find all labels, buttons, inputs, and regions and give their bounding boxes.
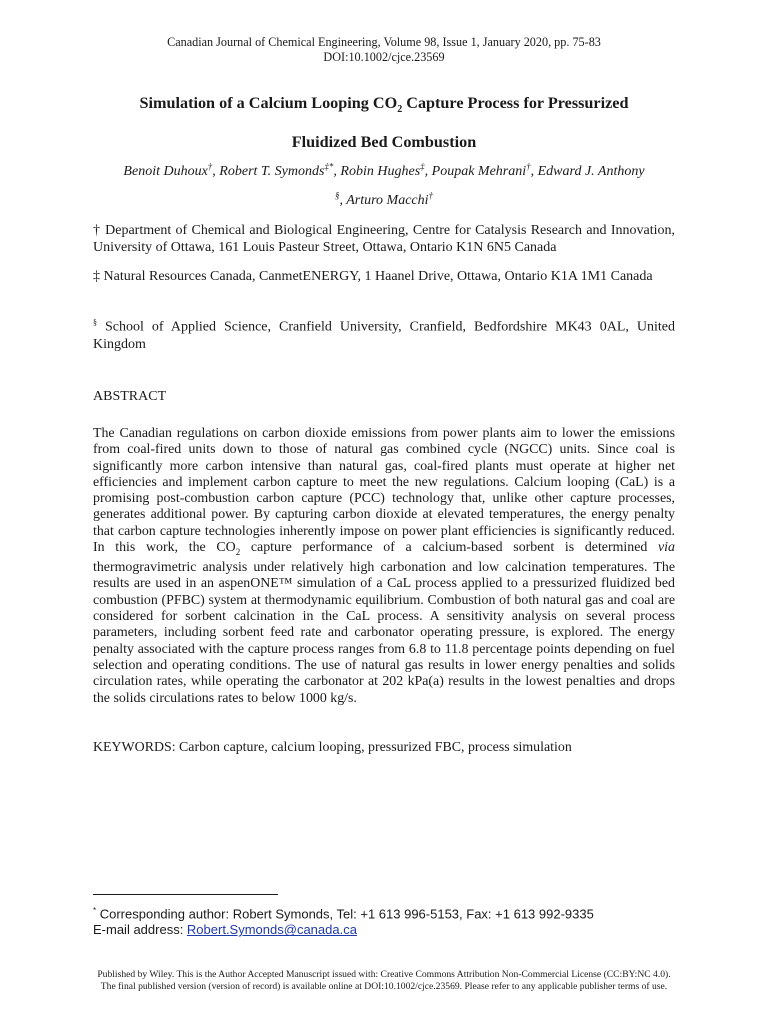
footnote-line-2: E-mail address: Robert.Symonds@canada.ca <box>93 922 357 938</box>
footnote-line-1: * Corresponding author: Robert Symonds, Tel: +1 613 996-5153, Fax: +1 613 992-9335 <box>93 906 594 922</box>
abstract-body: The Canadian regulations on carbon dioxide emissions from power plants aim to lower the emissions from coal-fired units down to those of natural gas combined cycle (NGCC) units. Since coal is significantly more carbon intensive than natural gas, coal-fired plants must operate at higher net efficiencies and implement carbon capture to meet the new regulations. Calcium looping (CaL) is a promising post-combustion carbon capture (PCC) technology that, unlike other capture processes, generates additional power. By capturing carbon dioxide at elevated temperatures, the energy penalty that carbon capture technologies inherently impose on power plant efficiencies is significantly reduced. In this work, the $CO_2$ capture performance of a calcium-based sorbent is determined via thermogravimetric analysis under relatively high carbonation and low calcination temperatures. The results are used in an aspenONE™ simulation of a CaL process applied to a pressurized fluidized bed combustion (PFBC) system at thermodynamic equilibrium. Combustion of both natural gas and coal are considered for sorbent calcination in the CaL process. A sensitivity analysis on several process parameters, including sorbent feed rate and carbonator operating pressure, is explored. The energy penalty associated with the capture process ranges from 6.8 to 11.8 percentage points depending on fuel selection and operating conditions. The use of natural gas results in lower energy penalties and solids circulation rates, while operating the carbonator at 202 kPa(a) results in the lowest penalties and drops the solids circulations rates to below 1000 kg/s. <box>93 426 675 706</box>
affiliation-text: School of Applied Science, Cranfield University, Cranfield, Bedfordshire MK43 0AL, United Kingdom <box>93 319 675 352</box>
author: Robert T. Symonds‡*, <box>219 161 341 179</box>
author-list <box>60 154 708 213</box>
email-link[interactable]: Robert.Symonds@canada.ca <box>186 922 357 938</box>
journal-citation <box>0 35 768 65</box>
author: Benoit Duhoux†, <box>123 161 220 179</box>
affiliation-text: Natural Resources Canada, CanmetENERGY, 1 Haanel Drive, Ottawa, Ontario K1A 1M1 Canada <box>100 269 653 284</box>
affiliation-3 <box>93 314 675 353</box>
journal-line: Canadian Journal of Chemical Engineering, Volume 98, Issue 1, January 2020, pp. 75-83 <box>167 35 601 49</box>
affiliation-2 <box>93 268 675 285</box>
title-line-1 <box>0 87 768 126</box>
title-subscript: 2 <box>397 104 403 116</box>
title-text-a: Simulation of a Calcium Looping CO <box>139 94 398 112</box>
author: Arturo Macchi† <box>346 190 434 209</box>
paper-title <box>0 87 768 158</box>
affiliation-mark: † <box>93 223 101 238</box>
publisher-line-1: Published by Wiley. This is the Author Accepted Manuscript issued with: Creative Commons Attribution Non-Commercial License (CC:BY:NC 4.0). <box>97 969 671 980</box>
abstract-heading: ABSTRACT <box>93 389 167 404</box>
publisher-notice <box>0 969 768 993</box>
corresponding-author-footnote <box>93 903 594 938</box>
title-text-b: Capture Process for Pressurized <box>402 94 629 112</box>
footnote-divider <box>93 894 278 895</box>
affiliation-mark: § <box>93 318 97 327</box>
keywords: KEYWORDS: Carbon capture, calcium looping, pressurized FBC, process simulation <box>93 740 572 755</box>
author: Edward J. Anthony §, <box>334 163 645 209</box>
affiliation-mark: ‡ <box>93 269 100 284</box>
doi-line: DOI:10.1002/cjce.23569 <box>323 50 445 64</box>
publisher-line-2: The final published version (version of record) is available online at DOI:10.1002/cjce.23569. Please refer to any applicable publisher terms of use. <box>100 981 668 992</box>
title-line-2: Fluidized Bed Combustion <box>291 133 477 152</box>
affiliation-1 <box>93 222 675 256</box>
author: Robin Hughes‡, <box>340 161 432 179</box>
affiliation-text: Department of Chemical and Biological Engineering, Centre for Catalysis Research and Innovation, University of Ottawa, 161 Louis Pasteur Street, Ottawa, Ontario K1N 6N5 Canada <box>93 223 676 255</box>
author: Poupak Mehrani†, <box>431 161 538 179</box>
